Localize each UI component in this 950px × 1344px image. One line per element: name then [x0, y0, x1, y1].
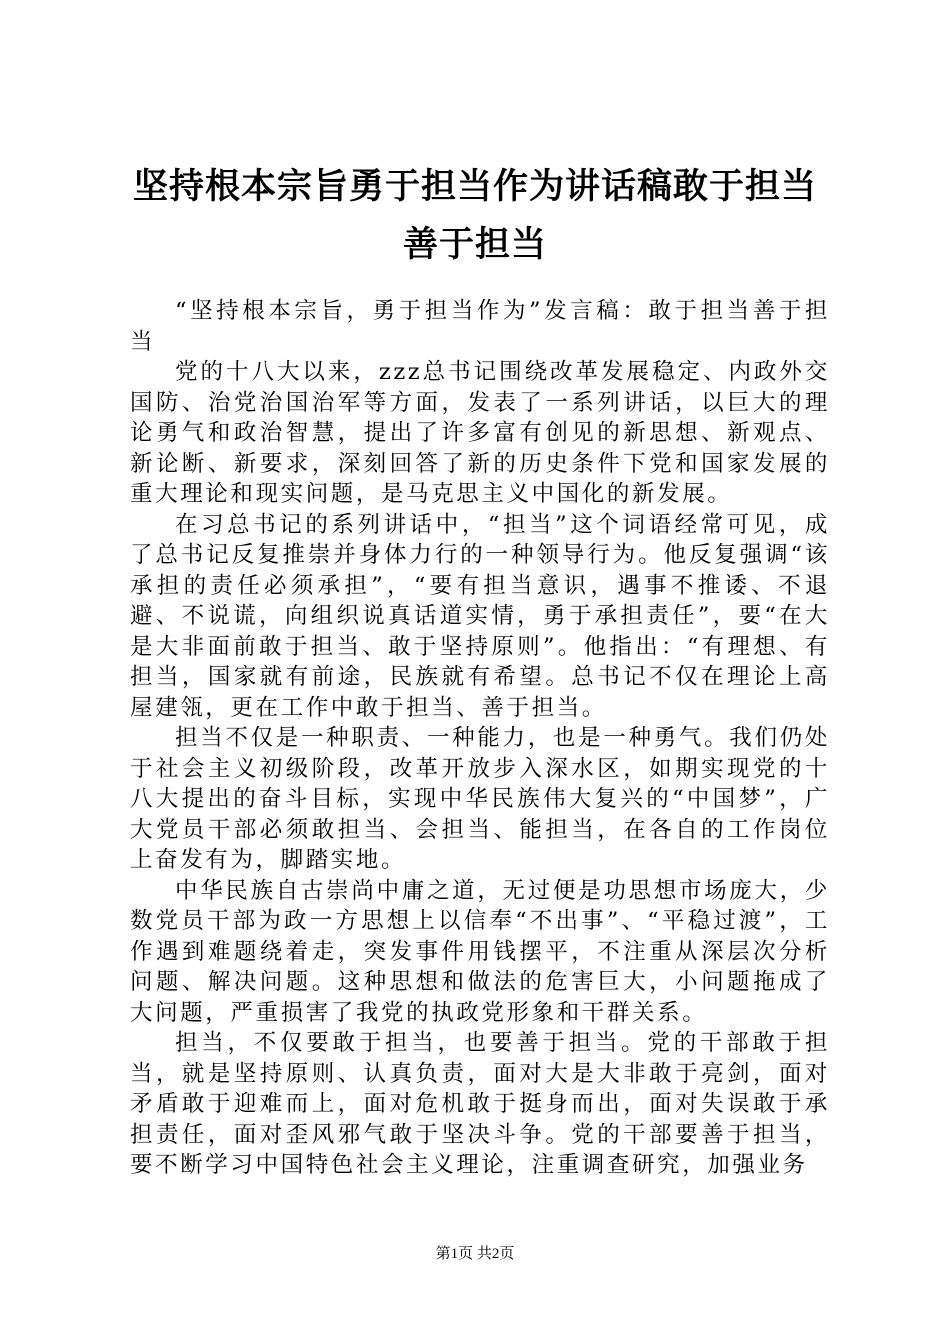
page-number-footer: 第1页 共2页	[435, 1246, 515, 1262]
paragraph: 中华民族自古崇尚中庸之道，无过便是功思想市场庞大，少数党员干部为政一方思想上以信奉“不出事”、“平稳过渡”，工作遇到难题绕着走，突发事件用钱摆平，不注重从深层次分析问题、解决问题。这种思想和做法的危害巨大，小问题拖成了大问题，严重损害了我党的执政党形象和干群关系。	[130, 877, 830, 1026]
paragraph: 担当不仅是一种职责、一种能力，也是一种勇气。我们仍处于社会主义初级阶段，改革开放步入深水区，如期实现党的十八大提出的奋斗目标，实现中华民族伟大复兴的“中国梦”，广大党员干部必须敢担当、会担当、能担当，在各自的工作岗位上奋发有为，脚踏实地。	[130, 725, 830, 873]
document-body	[130, 296, 830, 1181]
paragraph: 担当，不仅要敢于担当，也要善于担当。党的干部敢于担当，就是坚持原则、认真负责，面对大是大非敢于亮剑，面对矛盾敢于迎难而上，面对危机敢于挺身而出，面对失误敢于承担责任，面对歪风邪气敢于坚决斗争。党的干部要善于担当，要不断学习中国特色社会主义理论，注重调查研究，加强业务	[130, 1030, 830, 1178]
paragraph: 党的十八大以来，zzz总书记围绕改革发展稳定、内政外交国防、治党治国治军等方面，发表了一系列讲话，以巨大的理论勇气和政治智慧，提出了许多富有创见的新思想、新观点、新论断、新要求，深刻回答了新的历史条件下党和国家发展的重大理论和现实问题，是马克思主义中国化的新发展。	[130, 359, 830, 507]
paragraph: “坚持根本宗旨，勇于担当作为”发言稿：敢于担当善于担当	[130, 298, 830, 355]
document-title: 坚持根本宗旨勇于担当作为讲话稿敢于担当善于担当	[132, 166, 817, 265]
paragraph: 在习总书记的系列讲话中，“担当”这个词语经常可见，成了总书记反复推崇并身体力行的一种领导行为。他反复强调“该承担的责任必须承担”，“要有担当意识，遇事不推诿、不退避、不说谎，向组织说真话道实情，勇于承担责任”，要“在大是大非面前敢于担当、敢于坚持原则”。他指出：“有理想、有担当，国家就有前途，民族就有希望。总书记不仅在理论上高屋建瓴，更在工作中敢于担当、善于担当。	[130, 511, 830, 721]
